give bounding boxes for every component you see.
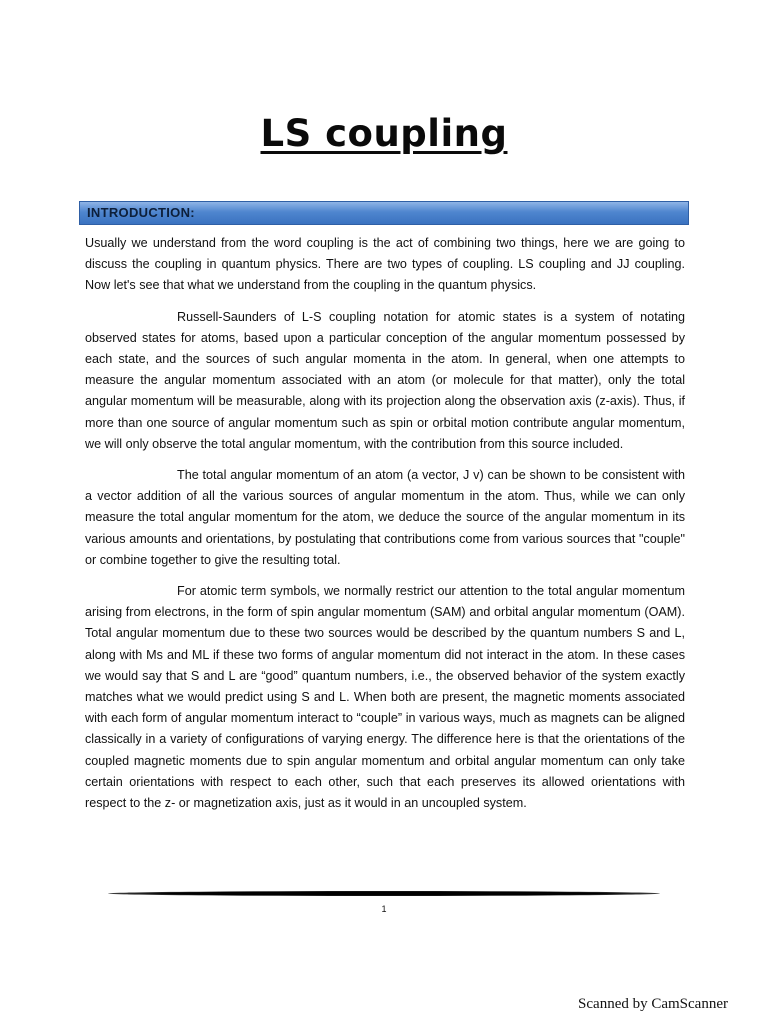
page-number: 1 (381, 904, 387, 914)
page-title: LS coupling (260, 112, 508, 155)
paragraph-total-angular-momentum: The total angular momentum of an atom (a vector, J v) can be shown to be consistent with a vector addition of all the various sources of angular momentum in the atom. Thus, while we can only measure the total angular momentum for the atom, we deduce the source of the angular momentum in its various amounts and orientations, by postulating that contributions come from various sources that "couple" or combine together to give the resulting total. (85, 468, 685, 567)
body-text (85, 233, 685, 824)
paragraph-term-symbols: For atomic term symbols, we normally restrict our attention to the total angular momentum arising from electrons, in the form of spin angular momentum (SAM) and orbital angular momentum (OAM). Total angular momentum due to these two sources would be described by the quantum numbers S and L, along with Ms and ML if these two forms of angular momentum did not interact in the atom. In these cases we would say that S and L are “good” quantum numbers, i.e., the observed behavior of the system exactly matches what we would predict using S and L. When both are present, the magnetic moments associated with each form of angular momentum interact to “couple” in various ways, much as magnets can be aligned classically in a variety of configurations of varying energy. The difference here is that the orientations of the coupled magnetic moments due to spin angular momentum and orbital angular momentum can only take certain orientations with respect to each other, such that each preserves its allowed orientations with respect to the z- or magnetization axis, just as it would in an uncoupled system. (85, 584, 685, 811)
paragraph-intro: Usually we understand from the word coupling is the act of combining two things, here we are going to discuss the coupling in quantum physics. There are two types of coupling. LS coupling and JJ coupling. Now let's see that what we understand from the coupling in the quantum physics. (85, 236, 685, 293)
paragraph-russell-saunders: Russell-Saunders of L-S coupling notation for atomic states is a system of notating observed states for atoms, based upon a particular conception of the angular momentum possessed by each state, and the sources of such angular momenta in the atom. In general, when one attempts to measure the angular momentum associated with an atom (or molecule for that matter), only the total angular momentum will be measurable, along with its projection along the observation axis (z-axis). Thus, if more than one source of angular momentum such as spin or orbital motion contribute angular momentum, we will only observe the total angular momentum, with the contribution from this source included. (85, 309, 685, 451)
section-heading: INTRODUCTION: (87, 205, 195, 220)
section-heading-bar (79, 201, 689, 225)
footer-divider (108, 891, 660, 896)
scanner-watermark: Scanned by CamScanner (578, 996, 728, 1012)
